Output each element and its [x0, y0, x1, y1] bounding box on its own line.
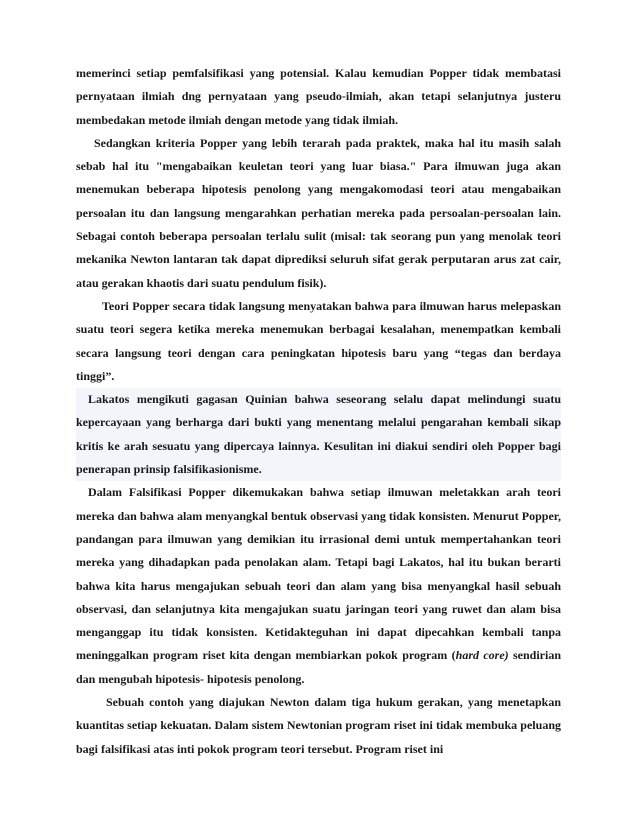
paragraph-5	[76, 481, 561, 691]
paragraph-1: memerinci setiap pemfalsifikasi yang potensial. Kalau kemudian Popper tidak membatasi pernyataan ilmiah dng pernyataan yang pseudo-ilmiah, akan tetapi selanjutnya justeru membedakan metode ilmiah dengan metode yang tidak ilmiah.	[76, 66, 561, 127]
body-text	[76, 62, 561, 761]
paragraph-6: Sebuah contoh yang diajukan Newton dalam tiga hukum gerakan, yang menetapkan kuantitas setiap kekuatan. Dalam sistem Newtonian program riset ini tidak membuka peluang bagi falsifikasi atas inti pokok program teori tersebut. Program riset ini	[76, 695, 561, 756]
paragraph-5-text: Dalam Falsifikasi Popper dikemukakan bahwa setiap ilmuwan meletakkan arah teori mereka dan bahwa alam menyangkal bentuk observasi yang tidak konsisten. Menurut Popper, pandangan para ilmuwan yang demikian itu irrasional demi untuk mempertahankan teori mereka yang dihadapkan pada penolakan alam. Tetapi bagi Lakatos, hal itu bukan berarti bahwa kita harus mengajukan sebuah teori dan alam yang bisa menyangkal hasil sebuah observasi, dan selanjutnya kita mengajukan suatu jaringan teori yang ruwet dan alam bisa menganggap itu tidak konsisten. Ketidakteguhan ini dapat dipecahkan kembali tanpa meninggalkan program riset kita dengan membiarkan pokok program (	[76, 485, 561, 663]
paragraph-3: Teori Popper secara tidak langsung menyatakan bahwa para ilmuwan harus melepaskan suatu teori segera ketika mereka menemukan berbagai kesalahan, menempatkan kembali secara langsung teori dengan cara peningkatan hipotesis baru yang “tegas dan berdaya tinggi”.	[76, 298, 561, 383]
paragraph-2: Sedangkan kriteria Popper yang lebih terarah pada praktek, maka hal itu masih salah sebab hal itu "mengabaikan keuletan teori yang luar biasa." Para ilmuwan juga akan menemukan beberapa hipotesis penolong yang mengakomodasi teori atau mengabaikan persoalan itu dan langsung mengarahkan perhatian mereka pada persoalan-persoalan lain. Sebagai contoh beberapa persoalan terlalu sulit (misal: tak seorang pun yang menolak teori mekanika Newton lantaran tak dapat diprediksi seluruh sifat gerak perputaran arus zat cair, atau gerakan khaotis dari suatu pendulum fisik).	[76, 135, 561, 290]
paragraph-5-italic-term: hard core)	[455, 648, 509, 663]
paragraph-5-tail: sendirian dan mengubah hipotesis- hipotesis penolong.	[76, 648, 562, 686]
paragraph-4: Lakatos mengikuti gagasan Quinian bahwa seseorang selalu dapat melindungi suatu kepercayaan yang berharga dari bukti yang menentang melalui pengarahan kembali sikap kritis ke arah sesuatu yang dipercaya lainnya. Kesulitan ini diakui sendiri oleh Popper bagi penerapan prinsip falsifikasionisme.	[76, 388, 561, 481]
